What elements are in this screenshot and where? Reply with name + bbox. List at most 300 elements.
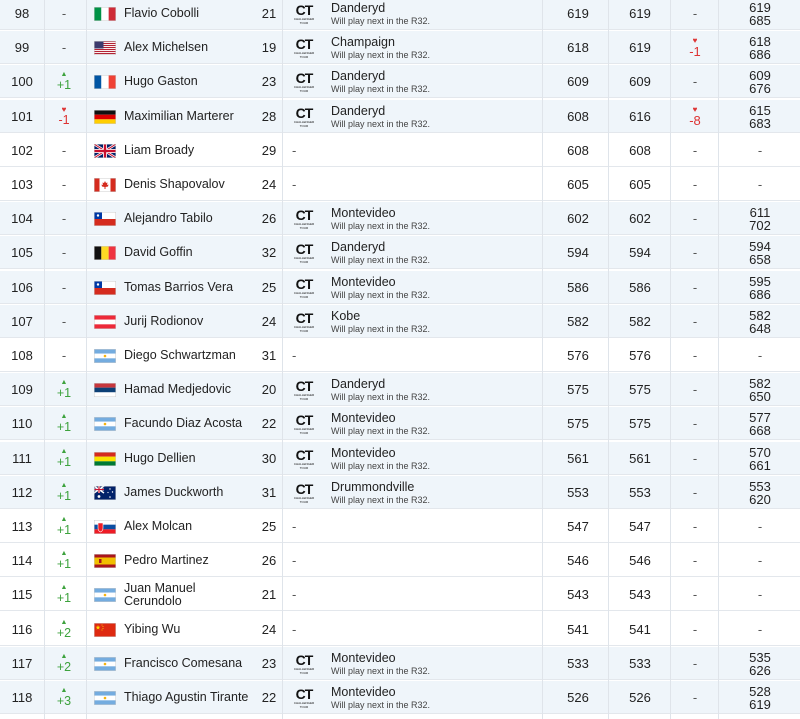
max-points-top: 553 (749, 478, 771, 494)
rank-change (44, 442, 84, 475)
points-diff: -8 (689, 113, 701, 128)
points-difference (672, 681, 718, 714)
tournament-name[interactable]: Montevideo (331, 684, 396, 699)
max-points (720, 613, 800, 646)
table-row[interactable] (0, 681, 800, 714)
player-age: 23 (261, 656, 277, 671)
max-points-top: - (757, 143, 763, 158)
triangle-up-icon: ▲ (60, 482, 68, 489)
current-tournament (290, 373, 540, 406)
table-row[interactable] (0, 0, 800, 30)
challenger-tour-logo: CT CHALLENGER TOUR (293, 104, 315, 128)
country-flag-icon (92, 613, 118, 646)
max-points-bottom: 650 (749, 388, 771, 404)
current-tournament (290, 442, 540, 475)
match-note: Will play next in the R32. (331, 254, 431, 265)
current-tournament (290, 305, 540, 338)
rank: 108 (11, 348, 33, 363)
points-difference (672, 613, 718, 646)
player-name[interactable]: Alex Michelsen (124, 40, 209, 54)
current-tournament (290, 271, 540, 304)
rank-move: +1 (56, 78, 72, 92)
rank-change (44, 476, 84, 509)
max-points-top: 615 (749, 102, 771, 118)
country-flag-icon (92, 578, 118, 611)
rank-move: - (61, 211, 67, 226)
country-flag-icon (92, 31, 118, 64)
player-age: 31 (261, 485, 277, 500)
rank-change (44, 100, 84, 133)
player-name[interactable]: Francisco Comesana (124, 656, 243, 670)
points-diff: - (692, 416, 698, 431)
rank-change (44, 271, 84, 304)
max-points (720, 202, 800, 235)
points-difference (672, 647, 718, 680)
max-points (720, 236, 800, 269)
player-name[interactable]: Hugo Dellien (124, 451, 196, 465)
match-note: Will play next in the R32. (331, 323, 431, 334)
rank-change (44, 168, 84, 201)
player-name[interactable]: Alex Molcan (124, 519, 193, 533)
country-flag-icon (92, 100, 118, 133)
table-row[interactable] (0, 134, 800, 167)
heart-down-icon: ♥ (692, 36, 698, 45)
rank-change (44, 65, 84, 98)
points-diff: - (692, 280, 698, 295)
match-note: Will play next in the R32. (331, 494, 431, 505)
country-flag-icon (92, 373, 118, 406)
country-flag-icon (92, 202, 118, 235)
rank: 109 (11, 382, 33, 397)
country-flag-icon (92, 476, 118, 509)
current-tournament (290, 510, 540, 543)
player-age: 30 (261, 451, 277, 466)
player-age: 21 (261, 587, 277, 602)
current-tournament (290, 100, 540, 133)
max-points-top: 577 (749, 409, 771, 425)
match-note: Will play next in the R32. (331, 289, 431, 300)
player-name[interactable]: Pedro Martinez (124, 553, 209, 567)
match-note: Will play next in the R32. (331, 83, 431, 94)
rank-change (44, 134, 84, 167)
live-points: 616 (629, 109, 651, 124)
max-points-top: 619 (749, 0, 771, 15)
player-age: 25 (261, 280, 277, 295)
max-points-bottom: 661 (749, 457, 771, 473)
table-row[interactable] (0, 31, 800, 64)
table-row[interactable] (0, 613, 800, 646)
rank-change (44, 373, 84, 406)
tournament-name: - (292, 519, 297, 534)
rank-move: - (61, 280, 67, 295)
rank-move: +3 (56, 694, 72, 708)
player-name[interactable]: Thiago Agustin Tirante (124, 690, 249, 704)
tournament-name[interactable]: Danderyd (331, 0, 386, 15)
rank-change (44, 305, 84, 338)
column-divider (282, 0, 283, 719)
rank-change (44, 681, 84, 714)
points-difference (672, 544, 718, 577)
match-note: Will play next in the R32. (331, 665, 431, 676)
points-diff: - (692, 382, 698, 397)
challenger-tour-logo: CT CHALLENGER TOUR (293, 69, 315, 93)
live-points: 561 (629, 451, 651, 466)
max-points-top: - (757, 177, 763, 192)
player-age: 31 (261, 348, 277, 363)
points-diff: - (692, 622, 698, 637)
challenger-tour-logo: CT CHALLENGER TOUR (293, 377, 315, 401)
max-points-top: 570 (749, 444, 771, 460)
rank-move: - (61, 348, 67, 363)
player-age: 32 (261, 245, 277, 260)
country-flag-icon (92, 339, 118, 372)
points: 575 (567, 382, 589, 397)
rank: 112 (11, 485, 33, 500)
max-points-top: - (757, 622, 763, 637)
max-points-top: 535 (749, 649, 771, 665)
country-flag-icon (92, 65, 118, 98)
max-points-bottom: 620 (749, 491, 771, 507)
max-points-bottom: 626 (749, 662, 771, 678)
table-row[interactable] (0, 65, 800, 98)
rank: 114 (11, 553, 33, 568)
country-flag-icon (92, 236, 118, 269)
live-points: 605 (629, 177, 651, 192)
points-diff: - (692, 690, 698, 705)
points-difference (672, 407, 718, 440)
max-points-bottom: 686 (749, 286, 771, 302)
rank: 103 (11, 177, 33, 192)
rank-change (44, 578, 84, 611)
live-points: 602 (629, 211, 651, 226)
points-difference (672, 339, 718, 372)
current-tournament (290, 202, 540, 235)
triangle-up-icon: ▲ (60, 653, 68, 660)
rank-move: +1 (56, 386, 72, 400)
points: 602 (567, 211, 589, 226)
player-name[interactable]: Denis Shapovalov (124, 177, 225, 191)
points: 561 (567, 451, 589, 466)
player-age: 24 (261, 622, 277, 637)
points-difference (672, 236, 718, 269)
points: 533 (567, 656, 589, 671)
tournament-name[interactable]: Drummondville (331, 479, 415, 494)
player-age: 28 (261, 109, 277, 124)
points-diff: - (692, 143, 698, 158)
rank-move: - (61, 245, 67, 260)
rank-change (44, 202, 84, 235)
triangle-up-icon: ▲ (60, 687, 68, 694)
rank-change (44, 0, 84, 30)
tournament-name[interactable]: Montevideo (331, 205, 396, 220)
column-divider (670, 0, 671, 719)
tournament-name[interactable]: Danderyd (331, 68, 386, 83)
player-name[interactable]: James Duckworth (124, 485, 224, 499)
live-points: 576 (629, 348, 651, 363)
points-diff: - (692, 245, 698, 260)
points: 608 (567, 143, 589, 158)
table-row[interactable] (0, 339, 800, 372)
table-row[interactable] (0, 510, 800, 543)
country-flag-icon (92, 510, 118, 543)
player-age: 22 (261, 690, 277, 705)
player-name[interactable]: Yibing Wu (124, 622, 181, 636)
tournament-name[interactable]: Montevideo (331, 274, 396, 289)
max-points-top: 582 (749, 307, 771, 323)
player-name[interactable]: Hugo Gaston (124, 74, 198, 88)
current-tournament (290, 65, 540, 98)
heart-down-icon: ♥ (692, 105, 698, 114)
points-difference (672, 578, 718, 611)
player-name[interactable]: Diego Schwartzman (124, 348, 236, 362)
rank: 99 (14, 40, 30, 55)
max-points-bottom: 619 (749, 696, 771, 712)
player-name[interactable]: Hamad Medjedovic (124, 382, 231, 396)
table-row[interactable] (0, 100, 800, 133)
rank-move: +2 (56, 660, 72, 674)
player-name[interactable]: Facundo Diaz Acosta (124, 416, 243, 430)
current-tournament (290, 407, 540, 440)
points: 546 (567, 553, 589, 568)
table-row[interactable] (0, 407, 800, 440)
current-tournament (290, 134, 540, 167)
points-diff: - (692, 656, 698, 671)
player-age: 21 (261, 6, 277, 21)
rank: 113 (11, 519, 33, 534)
points: 608 (567, 109, 589, 124)
points-difference (672, 442, 718, 475)
table-row[interactable] (0, 168, 800, 201)
player-name[interactable]: Alejandro Tabilo (124, 211, 213, 225)
points-diff: - (692, 177, 698, 192)
challenger-tour-logo: CT CHALLENGER TOUR (293, 446, 315, 470)
rank: 98 (14, 6, 30, 21)
rank-move: - (61, 143, 67, 158)
rank-change (44, 236, 84, 269)
max-points-top: - (757, 553, 763, 568)
max-points (720, 100, 800, 133)
points: 541 (567, 622, 589, 637)
live-points: 582 (629, 314, 651, 329)
player-name[interactable]: Flavio Cobolli (124, 6, 200, 20)
rank-move: +1 (56, 557, 72, 571)
match-note: Will play next in the R32. (331, 425, 431, 436)
column-divider (608, 0, 609, 719)
max-points (720, 0, 800, 30)
tournament-name[interactable]: Montevideo (331, 445, 396, 460)
tournament-name[interactable]: Montevideo (331, 650, 396, 665)
tournament-name: - (292, 348, 297, 363)
tournament-name: - (292, 622, 297, 637)
live-points: 553 (629, 485, 651, 500)
country-flag-icon (92, 271, 118, 304)
table-row[interactable] (0, 305, 800, 338)
points: 619 (567, 6, 589, 21)
triangle-up-icon: ▲ (60, 619, 68, 626)
player-name[interactable]: Jurij Rodionov (124, 314, 204, 328)
player-age: 26 (261, 553, 277, 568)
max-points-bottom: 676 (749, 80, 771, 96)
country-flag-icon (92, 681, 118, 714)
max-points (720, 271, 800, 304)
player-age: 26 (261, 211, 277, 226)
points: 586 (567, 280, 589, 295)
triangle-up-icon: ▲ (60, 413, 68, 420)
table-row[interactable] (0, 202, 800, 235)
player-age: 25 (261, 519, 277, 534)
tournament-name[interactable]: Kobe (331, 308, 361, 323)
live-points: 547 (629, 519, 651, 534)
points-difference (672, 305, 718, 338)
live-points: 594 (629, 245, 651, 260)
rank: 106 (11, 280, 33, 295)
rank: 101 (11, 109, 33, 124)
rank-move: -1 (58, 113, 70, 127)
tournament-name[interactable]: Danderyd (331, 239, 386, 254)
points: 609 (567, 74, 589, 89)
max-points (720, 442, 800, 475)
player-age: 19 (261, 40, 277, 55)
player-name[interactable]: Juan Manuel Cerundolo (124, 580, 196, 608)
max-points (720, 168, 800, 201)
points: 582 (567, 314, 589, 329)
max-points-top: - (757, 348, 763, 363)
country-flag-icon (92, 407, 118, 440)
player-name[interactable]: Maximilian Marterer (124, 109, 234, 123)
table-row[interactable] (0, 647, 800, 680)
points: 575 (567, 416, 589, 431)
challenger-tour-logo: CT CHALLENGER TOUR (293, 309, 315, 333)
table-row[interactable] (0, 442, 800, 475)
table-row[interactable] (0, 271, 800, 304)
country-flag-icon (92, 305, 118, 338)
triangle-up-icon: ▲ (60, 584, 68, 591)
live-points: 586 (629, 280, 651, 295)
challenger-tour-logo: CT CHALLENGER TOUR (293, 275, 315, 299)
tournament-name[interactable]: Danderyd (331, 376, 386, 391)
max-points-bottom: 686 (749, 46, 771, 62)
player-name[interactable]: Tomas Barrios Vera (124, 280, 234, 294)
heart-down-icon: ♥ (61, 105, 67, 114)
max-points (720, 510, 800, 543)
max-points (720, 373, 800, 406)
points: 576 (567, 348, 589, 363)
tournament-name[interactable]: Champaign (331, 34, 395, 49)
rank: 115 (11, 587, 33, 602)
points-diff: - (692, 485, 698, 500)
rank-move: +1 (56, 420, 72, 434)
country-flag-icon (92, 0, 118, 30)
points-difference (672, 0, 718, 30)
current-tournament (290, 168, 540, 201)
max-points (720, 647, 800, 680)
max-points (720, 578, 800, 611)
rank-change (44, 613, 84, 646)
current-tournament (290, 0, 540, 30)
rank-move: +1 (56, 591, 72, 605)
points-difference (672, 65, 718, 98)
challenger-tour-logo: CT CHALLENGER TOUR (293, 206, 315, 230)
live-points: 546 (629, 553, 651, 568)
max-points-bottom: 648 (749, 320, 771, 336)
live-points: 619 (629, 40, 651, 55)
triangle-up-icon: ▲ (60, 550, 68, 557)
max-points (720, 339, 800, 372)
table-row[interactable] (0, 578, 800, 611)
player-age: 24 (261, 314, 277, 329)
country-flag-icon (92, 168, 118, 201)
max-points (720, 65, 800, 98)
points-diff: -1 (689, 44, 701, 59)
rank-change (44, 544, 84, 577)
player-age: 29 (261, 143, 277, 158)
current-tournament (290, 339, 540, 372)
table-row[interactable] (0, 476, 800, 509)
tournament-name[interactable]: Danderyd (331, 103, 386, 118)
max-points (720, 476, 800, 509)
player-age: 23 (261, 74, 277, 89)
max-points-top: 594 (749, 238, 771, 254)
rank: 116 (11, 622, 33, 637)
points-difference (672, 476, 718, 509)
rank: 105 (11, 245, 33, 260)
table-row[interactable] (0, 236, 800, 269)
points-diff: - (692, 519, 698, 534)
table-row[interactable] (0, 544, 800, 577)
country-flag-icon (92, 134, 118, 167)
current-tournament (290, 544, 540, 577)
points: 594 (567, 245, 589, 260)
rank-move: - (61, 6, 67, 21)
rank: 110 (11, 416, 33, 431)
challenger-tour-logo: CT CHALLENGER TOUR (293, 685, 315, 709)
match-note: Will play next in the R32. (331, 460, 431, 471)
player-name[interactable]: David Goffin (124, 245, 193, 259)
max-points-top: 609 (749, 67, 771, 83)
rank: 102 (11, 143, 33, 158)
rank-change (44, 647, 84, 680)
table-row[interactable] (0, 373, 800, 406)
country-flag-icon (92, 647, 118, 680)
rank-move: +1 (56, 523, 72, 537)
points-diff: - (692, 451, 698, 466)
max-points-top: - (757, 519, 763, 534)
challenger-tour-logo: CT CHALLENGER TOUR (293, 411, 315, 435)
points-difference (672, 168, 718, 201)
current-tournament (290, 476, 540, 509)
challenger-tour-logo: CT CHALLENGER TOUR (293, 480, 315, 504)
rank: 117 (11, 656, 33, 671)
player-age: 24 (261, 177, 277, 192)
points-difference (672, 373, 718, 406)
player-name[interactable]: Liam Broady (124, 143, 195, 157)
current-tournament (290, 31, 540, 64)
tournament-name: - (292, 587, 297, 602)
points: 526 (567, 690, 589, 705)
match-note: Will play next in the R32. (331, 49, 431, 60)
triangle-up-icon: ▲ (60, 71, 68, 78)
tournament-name[interactable]: Montevideo (331, 410, 396, 425)
rank: 107 (11, 314, 33, 329)
points-diff: - (692, 348, 698, 363)
max-points-bottom: 702 (749, 217, 771, 233)
max-points-top: 618 (749, 33, 771, 49)
tournament-name: - (292, 553, 297, 568)
match-note: Will play next in the R32. (331, 699, 431, 710)
live-points: 543 (629, 587, 651, 602)
rank-change (44, 510, 84, 543)
points-difference (672, 31, 718, 64)
